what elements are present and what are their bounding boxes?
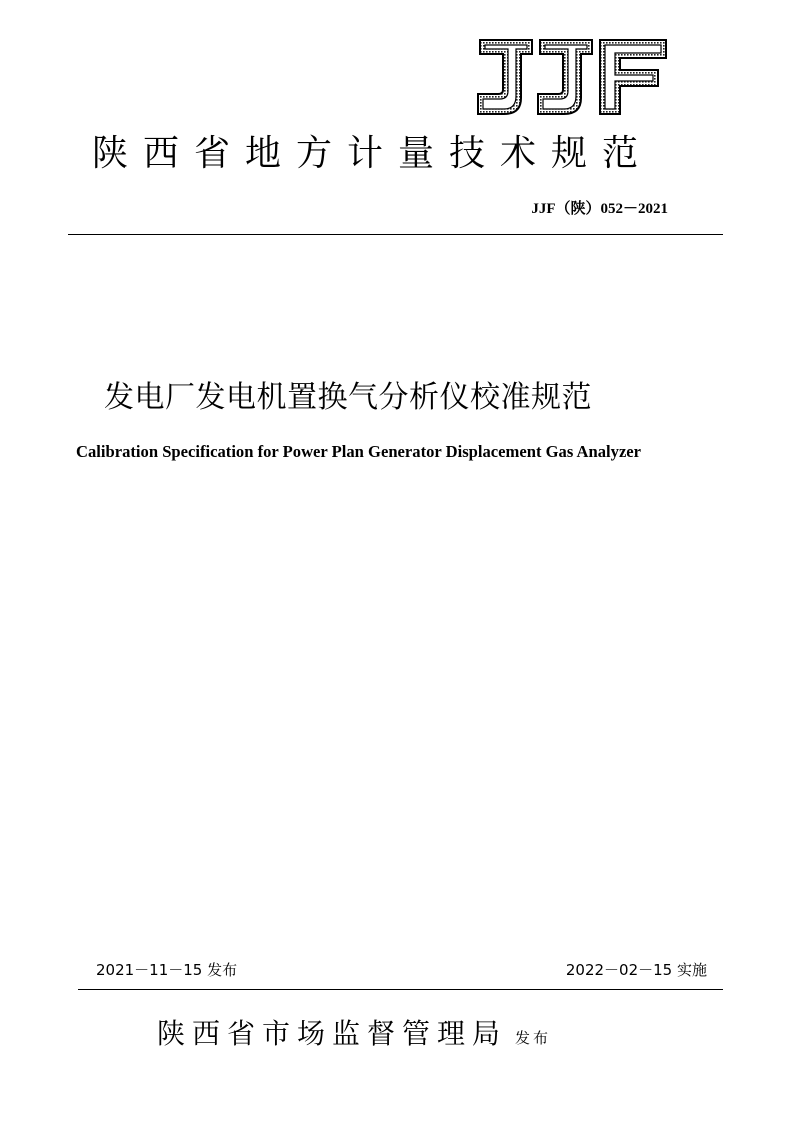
- footer-divider: [78, 989, 723, 990]
- issuer-suffix: 发布: [515, 1029, 552, 1047]
- header-divider: [68, 234, 723, 235]
- effective-date: 2022－02－15 实施: [565, 961, 707, 979]
- document-title-zh: 发电厂发电机置换气分析仪校准规范: [104, 380, 592, 415]
- series-title: 陕西省地方计量技术规范: [92, 133, 654, 174]
- logo-letter-j2: [538, 40, 592, 114]
- issue-date: 2021－11－15 发布: [96, 961, 238, 979]
- jjf-logo: [474, 36, 670, 118]
- logo-letter-j1: [478, 40, 532, 114]
- issuer-name: 陕西省市场监督管理局: [157, 1017, 508, 1050]
- document-code: JJF（陕）052－2021: [531, 201, 668, 217]
- document-title-en: Calibration Specification for Power Plan Generator Displacement Gas Analyzer: [76, 442, 642, 461]
- issuer-line: [157, 1014, 551, 1054]
- logo-text: JJF: [571, 116, 573, 117]
- logo-letter-f: [600, 40, 666, 114]
